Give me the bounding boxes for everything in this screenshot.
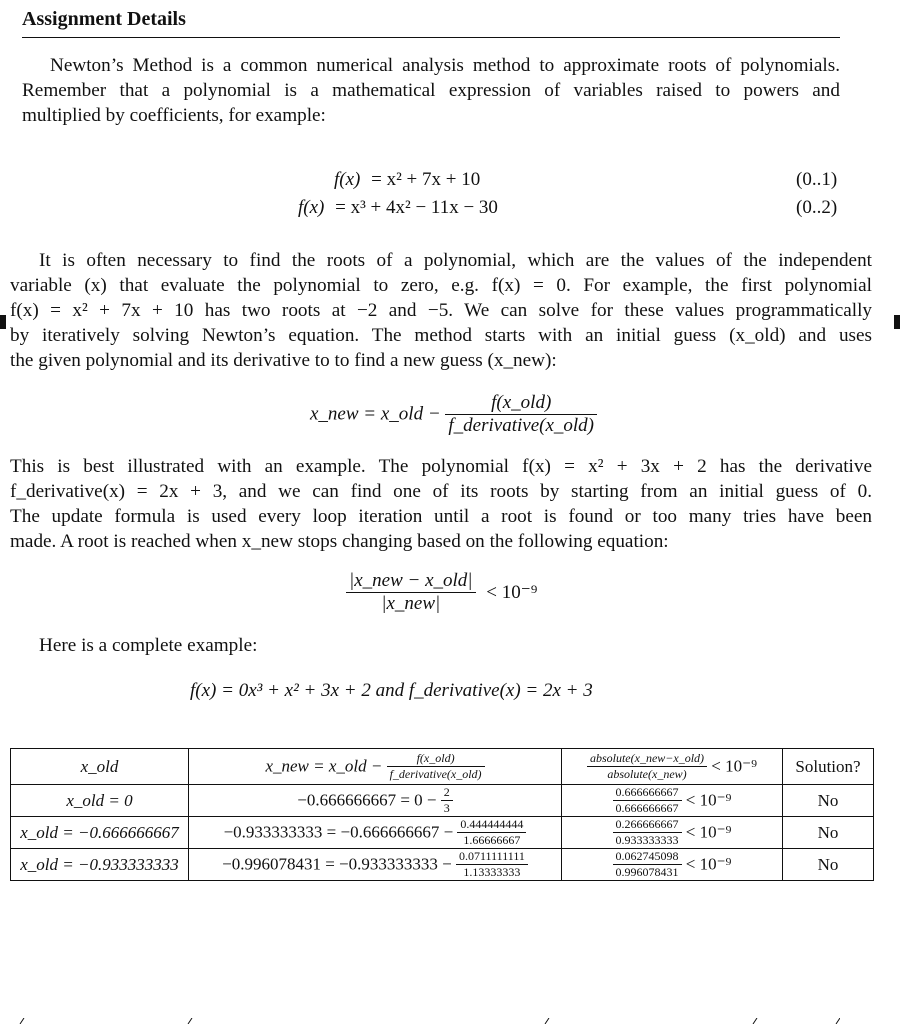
table-header-row [11,749,874,785]
header-criterion: $\frac{\text{absolute(x\_new−x\_old)}}{\text{absolute(x\_new)}}$ < 10⁻⁹ [562,749,783,785]
cell-xold: x_old = −0.666666667 [11,817,189,849]
criterion-denominator: |x_new| [381,593,441,614]
newton-fraction [445,392,597,437]
roots-line: by iteratively solving Newton’s equation. The method starts with an initial guess (x_old) and uses [10,325,872,346]
table-row [11,817,874,849]
title-rule [22,37,840,38]
newton-denominator: f_derivative(x_old) [448,415,595,436]
example-line: The update formula is used every loop iteration until a root is found or too many tries have been [10,506,872,527]
criterion-rhs: < 10⁻⁹ [486,582,538,603]
eq1-lhs: f(x) [334,169,361,190]
newton-numerator: f(x_old) [491,392,552,413]
cell-criterion: $\frac{0.266666667}{0.933333333}$ < 10⁻⁹ [562,817,783,849]
cell-solution: No [783,817,874,849]
equation-2-number: (0..2) [796,197,838,218]
example-equation-text: f(x) = 0x³ + x² + 3x + 2 and f_derivative(x) = 2x + 3 [190,680,593,701]
table-row [11,785,874,817]
criterion-numerator: |x_new − x_old| [349,570,473,591]
stop-criterion [346,570,537,615]
intro-paragraph [22,53,840,128]
cell-xold: x_old = 0 [11,785,189,817]
eq2-lhs: f(x) [298,197,325,218]
intro-line: multiplied by coefficients, for example: [22,105,326,126]
cell-xold: x_old = −0.933333333 [11,849,189,881]
roots-line: the given polynomial and its derivative to to find a new guess (x_new): [10,350,557,371]
header-solution: Solution? [783,749,874,785]
roots-line: It is often necessary to find the roots of a polynomial, which are the values of the independent [39,250,872,271]
example-line: This is best illustrated with an example. The polynomial f(x) = x² + 3x + 2 has the derivative [10,456,872,477]
cell-xnew: −0.666666667 = 0 − $\frac{2}{3}$ [189,785,562,817]
eq1-rhs: = x² + 7x + 10 [371,169,481,190]
margin-marker [0,315,6,329]
cell-criterion: $\frac{0.666666667}{0.666666667}$ < 10⁻⁹ [562,785,783,817]
equation-1 [334,169,480,191]
cell-xnew: −0.996078431 = −0.933333333 − $\frac{0.0711111111}{1.13333333}$ [189,849,562,881]
intro-line: Remember that a polynomial is a mathematical expression of variables raised to powers and [22,80,840,101]
cell-solution: No [783,785,874,817]
header-xnew: x_new = x_old − $\frac{\text{f(x\_old)}}{\text{f\_derivative(x\_old)}}$ [189,749,562,785]
eq2-rhs: = x³ + 4x² − 11x − 30 [335,197,498,218]
iteration-table [10,748,874,881]
example-line: made. A root is reached when x_new stops changing based on the following equation: [10,531,669,552]
roots-line: f(x) = x² + 7x + 10 has two roots at −2 and −5. We can solve for these values programmatically [10,300,872,321]
cell-xnew: −0.933333333 = −0.666666667 − $\frac{0.444444444}{1.66666667}$ [189,817,562,849]
header-xold: x_old [11,749,189,785]
table-row [11,849,874,881]
example-line: f_derivative(x) = 2x + 3, and we can find one of its roots by starting from an initial guess of 0. [10,481,872,502]
margin-marker [894,315,900,329]
equation-2 [298,197,498,219]
cropped-table-edge [10,1018,840,1024]
roots-line: variable (x) that evaluate the polynomial to zero, e.g. f(x) = 0. For example, the first polynomial [10,275,872,296]
criterion-fraction [346,570,476,615]
equation-1-number: (0..1) [796,169,838,190]
cell-solution: No [783,849,874,881]
complete-example-label: Here is a complete example: [39,635,258,656]
page-title: Assignment Details [22,8,186,30]
intro-line: Newton’s Method is a common numerical analysis method to approximate roots of polynomials. [50,55,840,76]
cell-criterion: $\frac{0.062745098}{0.996078431}$ < 10⁻⁹ [562,849,783,881]
example-equation [190,680,593,702]
newton-formula [310,392,597,437]
newton-lhs: x_new = x_old − [310,403,441,425]
example-paragraph [10,454,872,554]
roots-paragraph [10,248,872,373]
